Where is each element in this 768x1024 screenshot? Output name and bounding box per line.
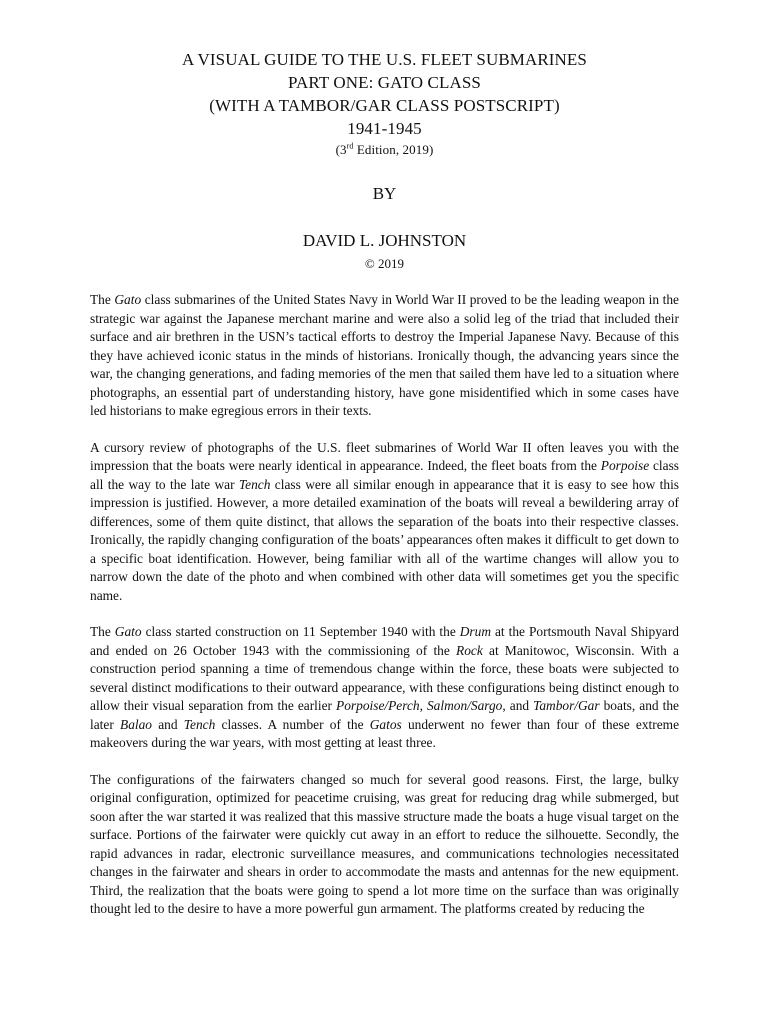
text-run: The: [90, 292, 115, 307]
title-line: (WITH A TAMBOR/GAR CLASS POSTSCRIPT): [209, 96, 560, 115]
by-line: BY: [372, 184, 397, 203]
text-run: ,: [419, 698, 427, 713]
text-run: underwent no fewer than four of these extreme makeovers during the war years, with most getting at least three.: [90, 716, 680, 750]
author-name: DAVID L. JOHNSTON: [302, 231, 467, 250]
italic-term: Porpoise/Perch: [336, 698, 420, 713]
body-text: [90, 291, 679, 919]
text-run: A cursory review of photographs of the U.S. fleet submarines of World War II often leaves you with the impression that the boats were nearly identical in appearance. Indeed, the fleet boats from the: [90, 439, 679, 473]
text-run: class submarines of the United States Navy in World War II proved to be the leading weapon in the strategic war against the Japanese merchant marine and were also a solid leg of the triad that included their surface and air brethren in the USN’s tactical efforts to destroy the Imperial Japanese Navy. Because of this they have achieved iconic status in the minds of historians. Ironically though, the advancing years since the war, the changing generations, and fading memories of the men that sailed them have led to a situation where photographs, an essential part of understanding history, have gone misidentified which in some cases have led historians to make egregious errors in their texts.: [90, 292, 679, 418]
italic-term: Tench: [183, 716, 216, 732]
edition-open: (3: [335, 142, 347, 157]
italic-term: Salmon/Sargo: [426, 698, 503, 713]
paragraph: [90, 771, 679, 919]
text-run: at Manitowoc, Wisconsin. With a construction period spanning a time of tremendous change within the force, these boats were subjected to several distinct modifications to their outward appearance, with these configurations being distinct enough to allow their visual separation from the earlier: [90, 642, 680, 713]
paragraph: [90, 291, 679, 421]
italic-term: Tench: [238, 476, 271, 492]
text-run: , and: [502, 698, 534, 713]
text-run: class were all similar enough in appearance that it is easy to see how this impression is justified. However, a more detailed examination of the boats will reveal a bewildering array of differences, some of them quite distinct, that allows the separation of the boats into their respective classes. Ironically, the rapidly changing configuration of the boats’ appearances often makes it difficult to get down to a specific boat identification. However, being familiar with all of the wartime changes will allow you to narrow down the date of the photo and when combined with other data will sometimes get you the specific name.: [90, 476, 679, 603]
document-page: [90, 48, 679, 937]
edition-note: [90, 141, 679, 158]
italic-term: Tambor/Gar: [533, 698, 600, 713]
text-run: The configurations of the fairwaters changed so much for several good reasons. First, the large, bulky original configuration, optimized for peacetime cruising, was great for reducing drag while submerged, but soon after the war started it was realized that this massive structure made the boats a huge visual target on the surface. Portions of the fairwater were quickly cut away in an effort to reduce the silhouette. Secondly, the rapid advances in radar, electronic surveillance measures, and communications technologies necessitated changes in the fairwater and shears in order to accommodate the masts and antennas for the new equipment. Third, the realization that the boats were going to spend a lot more time on the surface than was originally thought led to the desire to have a more powerful gun armament. The platforms created by reducing the: [90, 771, 679, 916]
edition-ordinal: rd: [346, 141, 354, 151]
text-run: class started construction on 11 September 1940 with the: [141, 624, 460, 639]
edition-close: Edition, 2019): [353, 142, 434, 157]
title-line: 1941-1945: [347, 119, 422, 138]
italic-term: Gato: [114, 624, 142, 639]
italic-term: Porpoise: [600, 458, 650, 473]
title-line: PART ONE: GATO CLASS: [288, 73, 481, 92]
text-run: The: [90, 624, 115, 639]
text-run: class all the way to the late war: [90, 458, 679, 492]
document-title: [90, 48, 679, 158]
text-run: and: [152, 716, 184, 732]
italic-term: Rock: [456, 642, 483, 658]
text-run: at the Portsmouth Naval Shipyard and ended on 26 October 1943 with the commissioning of the: [90, 624, 679, 658]
paragraph: [90, 623, 679, 753]
text-run: boats, and the later: [90, 698, 679, 732]
italic-term: Gato: [114, 292, 142, 307]
italic-term: Balao: [120, 716, 153, 732]
text-run: classes. A number of the: [215, 716, 370, 732]
title-line: A VISUAL GUIDE TO THE U.S. FLEET SUBMARINES: [182, 50, 587, 69]
paragraph: [90, 439, 679, 606]
italic-term: Drum: [459, 624, 492, 639]
italic-term: Gatos: [369, 716, 402, 732]
copyright-notice: © 2019: [364, 256, 405, 271]
